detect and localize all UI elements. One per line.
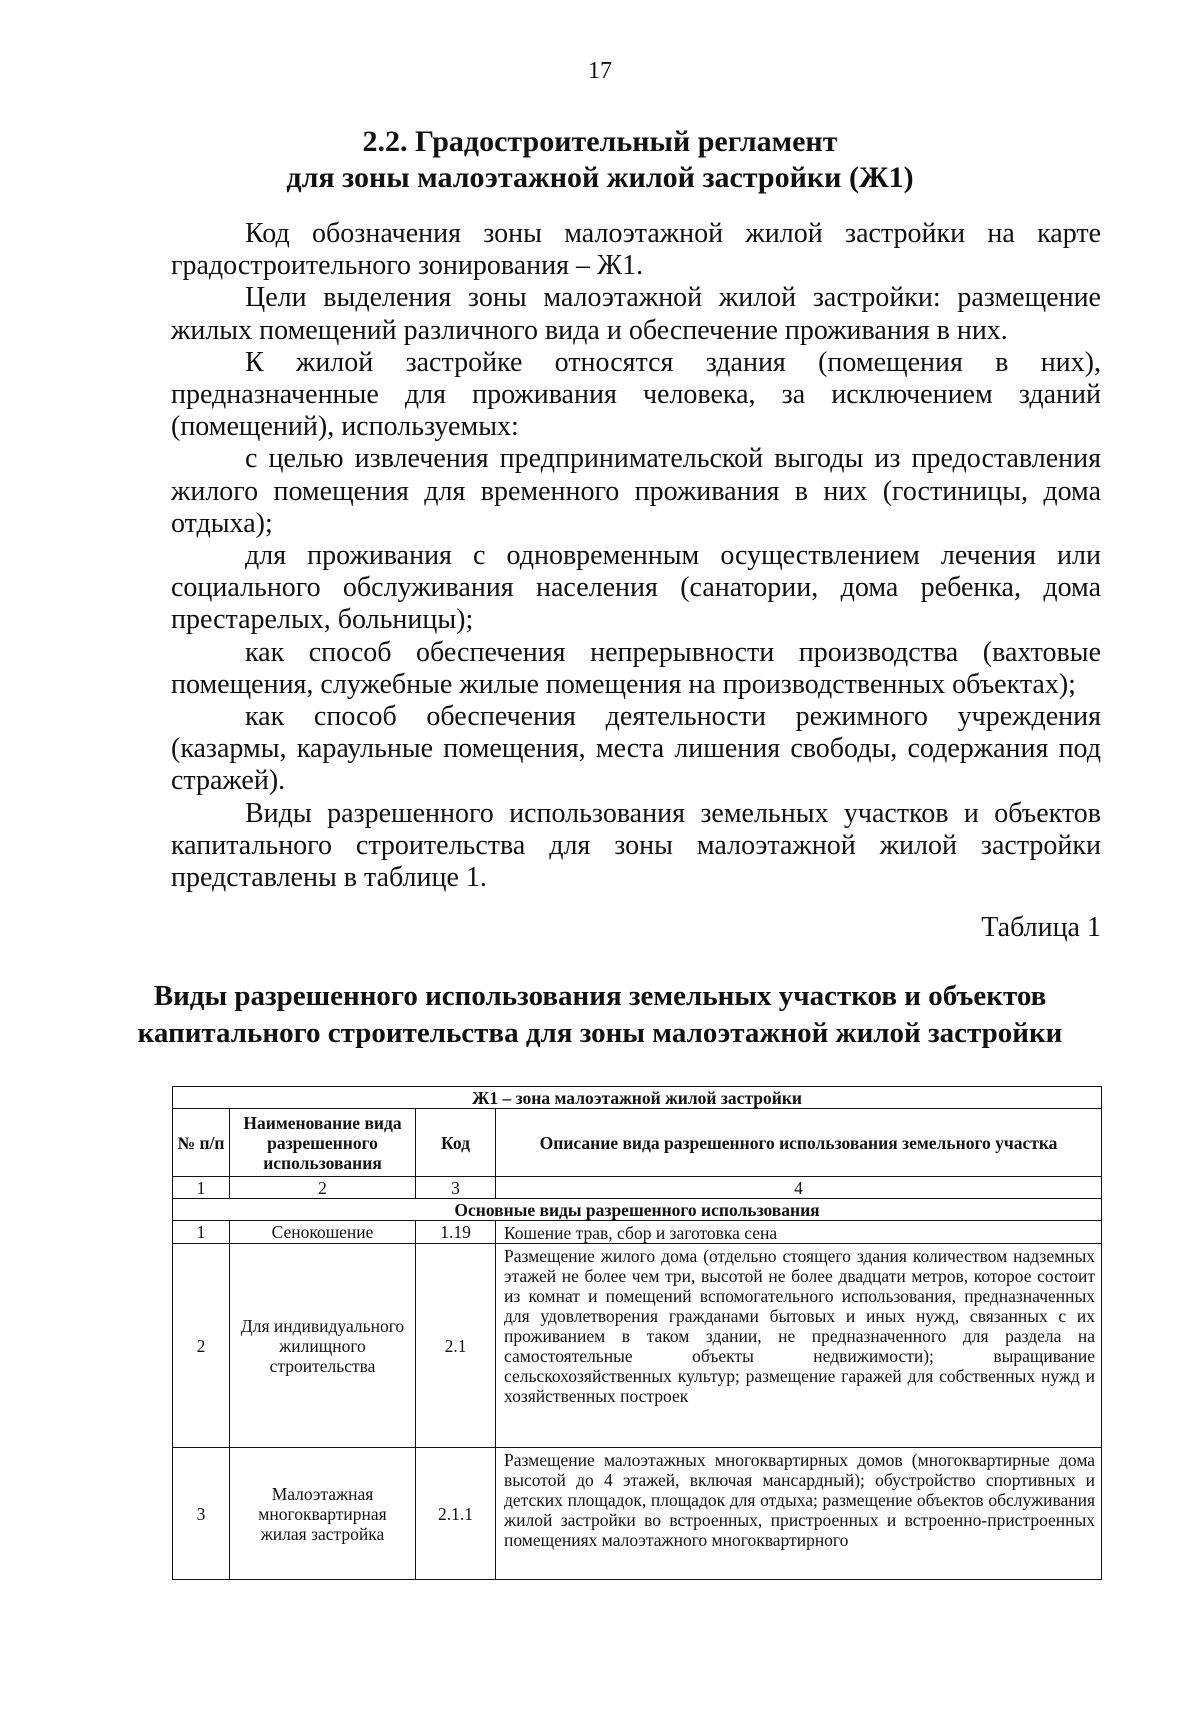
column-header-number: № п/п [173, 1109, 230, 1177]
row-name: Малоэтажная многоквартирная жилая застройка [230, 1448, 416, 1580]
row-number: 2 [173, 1244, 230, 1448]
page-number: 17 [588, 58, 612, 84]
table-row [173, 1221, 1102, 1244]
row-description: Размещение жилого дома (отдельно стоящего здания количеством надземных этажей не более чем три, высотой не более двадцати метров, которое состоит из комнат и помещений вспомогательного использования, предназначенных для удовлетворения гражданами бытовых и иных нужд, связанных с их проживанием в таком здании, не предназначенного для раздела на самостоятельные объекты недвижимости); выращивание сельскохозяйственных культур; размещение гаражей для собственных нужд и хозяйственных построек [496, 1244, 1102, 1448]
row-number: 3 [173, 1448, 230, 1580]
column-number-2: 2 [230, 1177, 416, 1199]
column-number-3: 3 [416, 1177, 496, 1199]
table-title-line-2: капитального строительства для зоны малоэтажной жилой застройки [137, 1017, 1063, 1049]
row-code: 2.1.1 [416, 1448, 496, 1580]
zone-header-row [173, 1087, 1102, 1109]
row-number: 1 [173, 1221, 230, 1244]
zone-header-cell: Ж1 – зона малоэтажной жилой застройки [173, 1087, 1102, 1109]
paragraph-table-reference: Виды разрешенного использования земельных участков и объектов капитального строительства для зоны малоэтажной жилой застройки представлены в таблице 1. [171, 797, 1101, 894]
row-name: Для индивидуального жилищного строительства [230, 1244, 416, 1448]
column-header-description: Описание вида разрешенного использования земельного участка [496, 1109, 1102, 1177]
table-title-line-1: Виды разрешенного использования земельных участков и объектов [153, 980, 1047, 1012]
section-heading-line-1: 2.2. Градостроительный регламент [362, 125, 838, 158]
paragraph-exception-production: как способ обеспечения непрерывности производства (вахтовые помещения, служебные жилые помещения на производственных объектах); [171, 636, 1101, 700]
section-heading [0, 124, 1200, 196]
row-description: Размещение малоэтажных многоквартирных домов (многоквартирные дома высотой до 4 этажей, включая мансардный); обустройство спортивных и детских площадок, площадок для отдыха; размещение объектов обслуживания жилой застройки во встроенных, пристроенных и встроенно-пристроенных помещениях малоэтажного многоквартирного [496, 1448, 1102, 1580]
paragraph-zone-goals: Цели выделения зоны малоэтажной жилой застройки: размещение жилых помещений различного вида и обеспечение проживания в них. [171, 282, 1101, 346]
column-header-name: Наименование вида разрешенного использования [230, 1109, 416, 1177]
column-number-1: 1 [173, 1177, 230, 1199]
table-row [173, 1244, 1102, 1448]
column-header-code: Код [416, 1109, 496, 1177]
column-number-4: 4 [496, 1177, 1102, 1199]
paragraph-residential-definition: К жилой застройке относятся здания (помещения в них), предназначенные для проживания человека, за исключением зданий (помещений), используемых: [171, 346, 1101, 443]
row-description: Кошение трав, сбор и заготовка сена [496, 1221, 1102, 1244]
row-code: 2.1 [416, 1244, 496, 1448]
table-caption: Таблица 1 [981, 912, 1101, 943]
land-use-table [172, 1086, 1102, 1580]
paragraph-exception-regime: как способ обеспечения деятельности режимного учреждения (казармы, караульные помещения, места лишения свободы, содержания под стражей). [171, 701, 1101, 797]
column-header-row [173, 1109, 1102, 1177]
row-name: Сенокошение [230, 1221, 416, 1244]
column-number-row [173, 1177, 1102, 1199]
table-row [173, 1448, 1102, 1580]
section-header-row [173, 1199, 1102, 1221]
body-text [171, 218, 1101, 894]
paragraph-exception-commercial: с целью извлечения предпринимательской выгоды из предоставления жилого помещения для временного проживания в них (гостиницы, дома отдыха); [171, 443, 1101, 539]
section-header-cell: Основные виды разрешенного использования [173, 1199, 1102, 1221]
row-code: 1.19 [416, 1221, 496, 1244]
paragraph-exception-medical: для проживания с одновременным осуществлением лечения или социального обслуживания населения (санатории, дома ребенка, дома престарелых, больницы); [171, 540, 1101, 636]
table-title [0, 978, 1200, 1052]
section-heading-line-2: для зоны малоэтажной жилой застройки (Ж1) [286, 161, 914, 194]
paragraph-zone-code: Код обозначения зоны малоэтажной жилой застройки на карте градостроительного зонирования – Ж1. [171, 218, 1101, 282]
